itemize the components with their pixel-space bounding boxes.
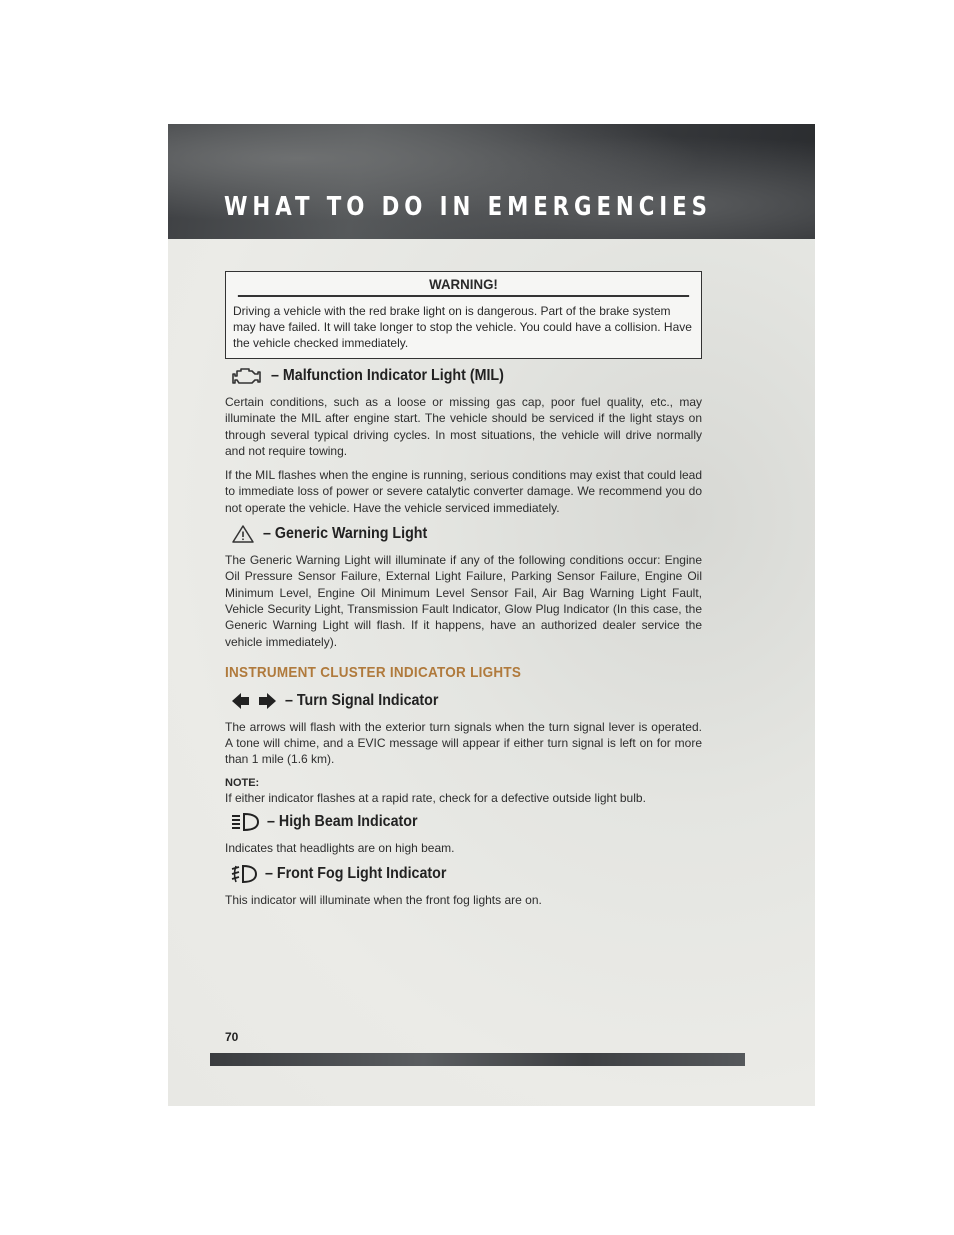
page-content <box>225 271 702 909</box>
front-fog-light-icon <box>231 864 257 884</box>
mil-heading-label: – Malfunction Indicator Light (MIL) <box>271 367 504 384</box>
footer-bar <box>210 1053 745 1066</box>
page-number: 70 <box>225 1030 239 1044</box>
note-label: NOTE: <box>225 776 260 789</box>
warning-text: Driving a vehicle with the red brake light on is dangerous. Part of the brake system may have failed. It will take longer to stop the vehicle. You could have a collision. Have the vehicle checked immediately. <box>233 304 692 350</box>
high-beam-paragraph: Indicates that headlights are on high beam. <box>225 841 455 856</box>
mil-paragraph-2: If the MIL flashes when the engine is running, serious conditions may exist that could lead to immediate loss of power or severe catalytic converter damage. We recommend you do not operate the vehicle. Have the vehicle serviced immediately. <box>225 468 702 515</box>
turn-signal-paragraph: The arrows will flash with the exterior turn signals when the turn signal lever is operated. A tone will chime, and a EVIC message will appear if either turn signal is left on for more than 1 mile (1.6 km). <box>225 719 702 767</box>
warning-box <box>225 271 702 359</box>
fog-light-heading <box>231 864 702 884</box>
engine-icon <box>231 366 263 386</box>
page-title: WHAT TO DO IN EMERGENCIES <box>224 192 712 222</box>
fog-light-paragraph: This indicator will illuminate when the front fog lights are on. <box>225 893 542 908</box>
mil-heading <box>231 366 702 386</box>
high-beam-heading-label: – High Beam Indicator <box>267 813 418 831</box>
note-text: If either indicator flashes at a rapid rate, check for a defective outside light bulb. <box>225 790 646 805</box>
generic-warning-paragraph: The Generic Warning Light will illuminate if any of the following conditions occur: Engine Oil Pressure Sensor Failure, External Light Failure, Parking Sensor Failure, Engine Oil Minimum Level, Engine Oil Minimum Level Sensor Fail, Air Bag Warning Light Fault, Vehicle Security Light, Transmission Fault Indicator, Glow Plug Indicator (In this case, the Generic Warning Light will flash. If it happens, have an authorized dealer service the vehicle immediately). <box>225 553 702 649</box>
mil-paragraph-1: Certain conditions, such as a loose or missing gas cap, poor fuel quality, etc., may illuminate the MIL after engine start. The vehicle should be serviced if the light stays on through several typical driving cycles. In most situations, the vehicle will drive normally and not require towing. <box>225 395 702 458</box>
generic-warning-heading <box>231 524 702 544</box>
cluster-heading: INSTRUMENT CLUSTER INDICATOR LIGHTS <box>225 663 522 681</box>
high-beam-icon <box>231 812 259 832</box>
turn-signal-arrows-icon <box>231 691 277 711</box>
warning-title: WARNING! <box>238 272 689 297</box>
generic-warning-heading-label: – Generic Warning Light <box>263 525 428 543</box>
fog-light-heading-label: – Front Fog Light Indicator <box>265 865 447 883</box>
high-beam-heading <box>231 812 702 832</box>
turn-signal-heading <box>231 691 702 711</box>
warning-triangle-icon <box>231 524 255 544</box>
section-header-banner <box>168 124 815 239</box>
manual-page <box>168 124 815 1106</box>
turn-signal-heading-label: – Turn Signal Indicator <box>285 691 439 709</box>
